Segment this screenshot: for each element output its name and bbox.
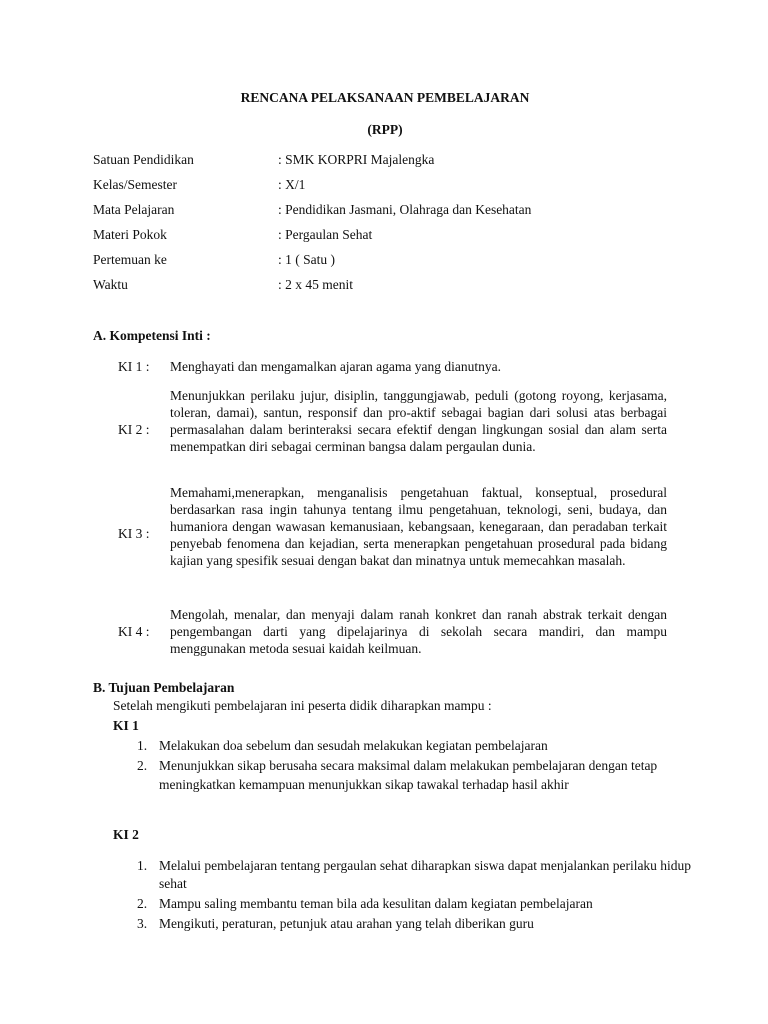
document-title: RENCANA PELAKSANAAN PEMBELAJARAN xyxy=(240,90,530,105)
identity-value: : X/1 xyxy=(278,177,306,192)
ki1-heading: KI 1 xyxy=(113,718,139,733)
ki-text: Menunjukkan perilaku jujur, disiplin, tanggungjawab, peduli (gotong royong, kerjasama, toleran, damai), santun, responsif dan pro-aktif sebagai bagian dari solusi atas berbagai permasalahan dalam berinteraksi secara efektif dengan lingkungan sosial dan alam serta menempatkan diri sebagai cerminan bangsa dalam pergaulan dunia. xyxy=(170,388,667,454)
identity-label: Materi Pokok xyxy=(93,227,167,242)
list-item xyxy=(137,756,679,794)
list-text: Menunjukkan sikap berusaha secara maksimal dalam melakukan pembelajaran dengan tetap meningkatkan kemampuan menunjukkan sikap tawakal terhadap hasil akhir xyxy=(159,758,658,792)
ki-label: KI 3 : xyxy=(118,526,150,541)
identity-label: Mata Pelajaran xyxy=(93,202,175,217)
ki-label: KI 4 : xyxy=(118,624,150,639)
document-subtitle: (RPP) xyxy=(367,122,403,137)
ki2-goal-list xyxy=(137,857,699,932)
identity-label: Kelas/Semester xyxy=(93,177,177,192)
identity-value: : Pergaulan Sehat xyxy=(278,227,373,242)
list-number: 2. xyxy=(137,758,148,773)
identity-value: : SMK KORPRI Majalengka xyxy=(278,152,435,167)
ki-text: Mengolah, menalar, dan menyaji dalam ranah konkret dan ranah abstrak terkait dengan pengembangan darti yang dipelajarinya di sekolah secara mandiri, dan mampu menggunakan metoda sesuai kaidah keilmuan. xyxy=(170,607,667,656)
ki-text: Menghayati dan mengamalkan ajaran agama yang dianutnya. xyxy=(170,359,501,374)
list-text: Melakukan doa sebelum dan sesudah melakukan kegiatan pembelajaran xyxy=(159,738,548,753)
identity-value: : 1 ( Satu ) xyxy=(278,252,335,267)
list-item xyxy=(137,857,699,893)
identity-label: Pertemuan ke xyxy=(93,252,167,267)
identity-row xyxy=(93,251,693,269)
ki1-goal-list xyxy=(137,737,699,794)
identity-value: : Pendidikan Jasmani, Olahraga dan Kesehatan xyxy=(278,202,532,217)
ki-row xyxy=(118,358,670,376)
identity-row xyxy=(93,226,693,244)
list-number: 1. xyxy=(137,858,148,873)
list-text: Mengikuti, peraturan, petunjuk atau arahan yang telah diberikan guru xyxy=(159,916,534,931)
section-a-heading: A. Kompetensi Inti : xyxy=(93,328,211,343)
ki-row xyxy=(118,387,670,473)
identity-row xyxy=(93,201,693,219)
identity-row xyxy=(93,176,693,194)
ki2-heading: KI 2 xyxy=(113,827,139,842)
identity-row xyxy=(93,151,693,169)
ki-row xyxy=(118,606,670,658)
identity-label: Satuan Pendidikan xyxy=(93,152,194,167)
list-item xyxy=(137,737,699,754)
identity-row xyxy=(93,276,693,294)
list-number: 1. xyxy=(137,738,148,753)
list-item xyxy=(137,895,699,912)
identity-value: : 2 x 45 menit xyxy=(278,277,353,292)
list-number: 2. xyxy=(137,896,148,911)
ki-label: KI 2 : xyxy=(118,422,150,437)
section-b-intro: Setelah mengikuti pembelajaran ini peserta didik diharapkan mampu : xyxy=(113,698,492,713)
ki-text: Memahami,menerapkan, menganalisis pengetahuan faktual, konseptual, prosedural berdasarkan rasa ingin tahunya tentang ilmu pengetahuan, teknologi, seni, budaya, dan humaniora dengan wawasan kemanusiaan, kebangsaan, kenegaraan, dan peradaban terkait penyebab fenomena dan kejadian, serta menerapkan pengetahuan prosedural pada bidang kajian yang spesifik sesuai dengan bakat dan minatnya untuk memecahkan masalah. xyxy=(170,485,667,568)
list-number: 3. xyxy=(137,916,148,931)
ki-label: KI 1 : xyxy=(118,359,150,374)
list-item xyxy=(137,915,699,932)
identity-label: Waktu xyxy=(93,277,128,292)
section-b-heading: B. Tujuan Pembelajaran xyxy=(93,680,235,695)
list-text: Mampu saling membantu teman bila ada kesulitan dalam kegiatan pembelajaran xyxy=(159,896,593,911)
ki-row xyxy=(118,484,670,587)
list-text: Melalui pembelajaran tentang pergaulan sehat diharapkan siswa dapat menjalankan perilaku hidup sehat xyxy=(159,858,692,891)
